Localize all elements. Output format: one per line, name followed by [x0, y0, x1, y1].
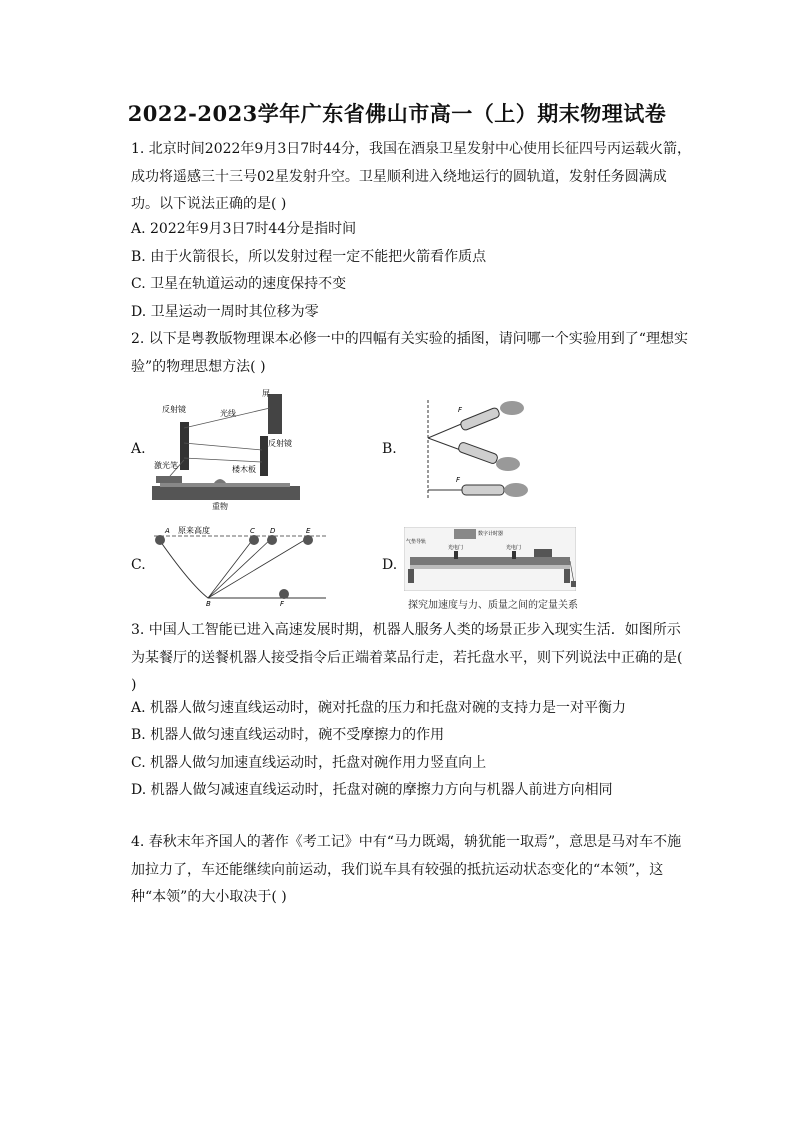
- exam-title: 2022-2023学年广东省佛山市高一（上）期末物理试卷: [127, 101, 667, 126]
- question-2-stem: [131, 326, 691, 381]
- figure-b-label: B.: [382, 441, 397, 457]
- question-1-option-a: A. 2022年9月3日7时44分是指时间: [131, 221, 357, 237]
- spring-scale-3: [462, 485, 504, 495]
- ball-f: [279, 589, 289, 599]
- light-label: 光线: [220, 409, 236, 418]
- plank-shape: [152, 486, 300, 500]
- point-d: D: [270, 527, 276, 535]
- ball-a: [155, 535, 165, 545]
- point-f: F: [280, 600, 285, 606]
- gate-1-label: 光电门: [448, 545, 464, 551]
- left-mirror-label: 反射镜: [162, 405, 186, 414]
- gate-2-shape: [512, 551, 516, 559]
- weight-label: 重物: [212, 502, 228, 511]
- right-mirror-label: 反射镜: [268, 439, 292, 448]
- figure-b-force-composition: [404, 398, 532, 500]
- figure-c-label: C.: [131, 557, 146, 573]
- gate-1-shape: [454, 551, 458, 559]
- question-4-text: 4. 春秋末年齐国人的著作《考工记》中有“马力既竭，辀犹能一取焉”，意思是马对车不施加拉力了，车还能继续向前运动，我们说车具有较强的抵抗运动状态变化的“本领”，这种“本领”的大小取决于( ): [131, 834, 682, 905]
- light-ray-3: [184, 458, 262, 462]
- ball-e: [303, 535, 313, 545]
- figure-a-light-reflection: [150, 388, 310, 512]
- right-mirror-shape: [260, 436, 268, 476]
- track-shape: [410, 557, 570, 565]
- question-1-option-d: D. 卫星运动一周时其位移为零: [131, 304, 319, 320]
- hanging-weight: [571, 581, 576, 587]
- hand-3: [504, 483, 528, 497]
- question-2-text: 2. 以下是粤教版物理课本必修一中的四幅有关实验的插图，请问哪一个实验用到了“理想实验”的物理思想方法( ): [131, 331, 688, 375]
- figure-d-label: D.: [382, 557, 398, 573]
- laser-pen-shape: [156, 476, 182, 483]
- plank-label: 楼木板: [232, 465, 256, 474]
- question-1-option-b: B. 由于火箭很长，所以发射过程一定不能把火箭看作质点: [131, 249, 487, 265]
- light-ray-2: [184, 443, 262, 450]
- figure-c-ideal-ramp: [150, 524, 330, 606]
- question-3-stem: [131, 617, 691, 700]
- force-label-f1: F: [458, 406, 463, 414]
- question-3-option-c: C. 机器人做匀加速直线运动时，托盘对碗作用力竖直向上: [131, 755, 487, 771]
- glider-shape: [534, 549, 552, 557]
- point-a: A: [165, 527, 170, 535]
- point-b: B: [206, 600, 211, 606]
- figure-d-caption: 探究加速度与力、质量之间的定量关系: [408, 600, 578, 611]
- timer-label: 数字计时器: [478, 531, 504, 537]
- figure-d-air-track: [404, 527, 576, 591]
- question-3-option-b: B. 机器人做匀速直线运动时，碗不受摩擦力的作用: [131, 727, 445, 743]
- screen-shape: [268, 394, 282, 434]
- plank-top: [160, 483, 290, 487]
- original-height-label: 原来高度: [178, 526, 210, 535]
- spring-scale-2: [457, 441, 498, 464]
- screen-label: 屏: [262, 389, 270, 398]
- timer-shape: [454, 529, 476, 539]
- question-1-stem: [131, 136, 691, 219]
- ramp-d: [208, 538, 272, 598]
- force-label-f2: F: [456, 476, 461, 484]
- gate-2-label: 光电门: [506, 545, 522, 551]
- track-base: [410, 565, 570, 569]
- ramp-e: [208, 538, 308, 598]
- ball-d: [267, 535, 277, 545]
- figure-a-label: A.: [131, 441, 146, 457]
- leg-left: [408, 569, 414, 583]
- leg-right: [564, 569, 570, 583]
- ramp-c: [208, 538, 254, 598]
- hand-2: [496, 457, 520, 471]
- question-1-text: 1. 北京时间2022年9月3日7时44分，我国在酒泉卫星发射中心使用长征四号丙运载火箭，成功将遥感三十三号02星发射升空。卫星顺利进入绕地运行的圆轨道，发射任务圆满成功。以下说法正确的是( ): [131, 141, 691, 212]
- laser-label: 激光笔: [154, 461, 178, 470]
- ramp-path: [158, 538, 326, 598]
- air-track-label: 气垫导轨: [406, 539, 427, 545]
- hand-1: [500, 401, 524, 415]
- point-c: C: [250, 527, 255, 535]
- spring-scale-1: [460, 407, 501, 431]
- point-e: E: [306, 527, 311, 535]
- question-3-option-a: A. 机器人做匀速直线运动时，碗对托盘的压力和托盘对碗的支持力是一对平衡力: [131, 700, 627, 716]
- ball-c: [249, 535, 259, 545]
- question-3-option-d: D. 机器人做匀减速直线运动时，托盘对碗的摩擦力方向与机器人前进方向相同: [131, 782, 613, 798]
- question-3-text: 3. 中国人工智能已进入高速发展时期，机器人服务人类的场景正步入现实生活．如图所示为某餐厅的送餐机器人接受指令后正端着菜品行走，若托盘水平，则下列说法中正确的是( ): [131, 622, 683, 693]
- question-4-stem: [131, 829, 691, 912]
- question-1-option-c: C. 卫星在轨道运动的速度保持不变: [131, 276, 347, 292]
